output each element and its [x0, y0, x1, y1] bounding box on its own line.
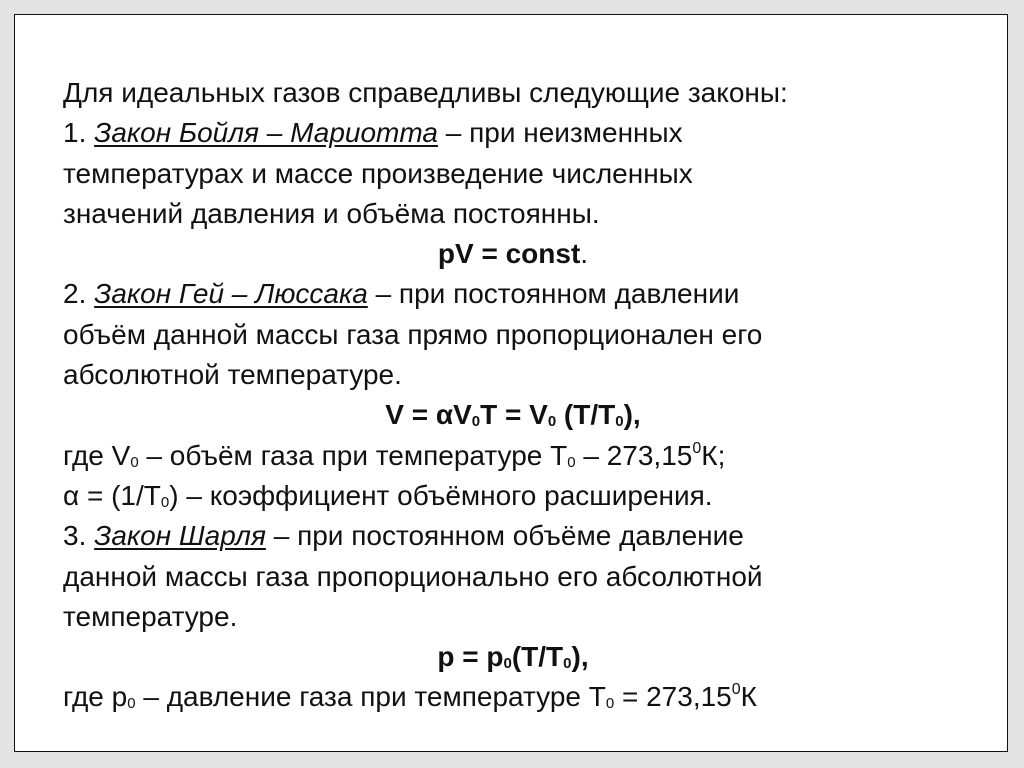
law1-name: Закон Бойля – Мариотта: [94, 117, 438, 149]
law3-formula-sub2: 0: [563, 655, 572, 673]
law3-where-part4: К: [740, 681, 757, 713]
law3-formula-part1: p = p: [437, 641, 504, 673]
law3-formula: [437, 641, 588, 672]
law3-where-part3: = 273,15: [614, 681, 732, 713]
law2-where2-part1: α = (1/T: [63, 479, 161, 511]
law2-formula-part3: (T/T: [556, 399, 616, 431]
law3-line3-text: температуре.: [63, 600, 238, 632]
law3-formula-part2: (T/T: [511, 641, 564, 673]
law2-formula-sub2: 0: [547, 413, 557, 431]
law2-where1-sub1: 0: [130, 453, 139, 471]
law2-where1-line: [63, 436, 963, 476]
law1-heading-line: [63, 113, 963, 153]
law2-where1-sub2: 0: [567, 453, 576, 471]
law1-formula: pV = const: [437, 238, 581, 270]
law2-line2-text: объём данной массы газа прямо пропорционален его: [63, 318, 763, 350]
law2-line2: [63, 315, 963, 355]
law2-where1-part4: К;: [701, 439, 726, 471]
law2-where2-line: [63, 476, 963, 516]
law1-line1-rest: – при неизменных: [445, 117, 683, 149]
law2-where2-sub1: 0: [160, 493, 170, 511]
law2-name: Закон Гей – Люссака: [94, 278, 368, 310]
law1-formula-end: .: [580, 238, 589, 270]
law2-where1-sup: 0: [692, 439, 702, 457]
slide-text: [63, 73, 963, 718]
law3-name: Закон Шарля: [94, 520, 266, 552]
law2-where1-part2: – объём газа при температуре T: [138, 439, 568, 471]
law3-number: 3.: [63, 520, 87, 552]
law3-formula-line: [63, 637, 963, 677]
law1-line3: [63, 194, 963, 234]
law3-line1-rest: – при постоянном объёме давление: [273, 520, 744, 552]
law2-formula-sub1: 0: [471, 413, 481, 431]
law3-formula-sub1: 0: [503, 655, 512, 673]
law3-where-sub1: 0: [127, 695, 136, 713]
law3-where-part1: где p: [63, 681, 128, 713]
law1-formula-line: [63, 234, 963, 274]
law1-number: 1.: [63, 117, 87, 149]
law2-formula-part1: V = αV: [385, 399, 472, 431]
law3-where-sub2: 0: [605, 695, 615, 713]
law3-where-sup: 0: [731, 681, 741, 699]
law3-line3: [63, 597, 963, 637]
law1-line2-text: температурах и массе произведение численных: [63, 157, 693, 189]
law2-line1-rest: – при постоянном давлении: [375, 278, 740, 310]
law2-where1-part1: где V: [63, 439, 131, 471]
law3-line2-text: данной массы газа пропорционально его абсолютной: [63, 560, 763, 592]
law3-where-line: [63, 677, 963, 717]
law2-line3-text: абсолютной температуре.: [63, 359, 402, 391]
law2-formula-part4: ),: [623, 399, 641, 431]
intro-text: Для идеальных газов справедливы следующие законы:: [63, 77, 788, 108]
law1-line3-text: значений давления и объёма постоянны.: [63, 197, 600, 229]
slide: [14, 14, 1008, 752]
law3-formula-part3: ),: [571, 641, 589, 673]
law2-line3: [63, 355, 963, 395]
law2-where2-part2: ) – коэффициент объёмного расширения.: [169, 479, 713, 511]
law2-formula-line: [63, 395, 963, 435]
law3-line2: [63, 557, 963, 597]
law2-formula: [385, 399, 640, 430]
intro-line: [63, 73, 963, 113]
law3-where-part2: – давление газа при температуре T: [135, 681, 606, 713]
law2-heading-line: [63, 274, 963, 314]
law3-heading-line: [63, 516, 963, 556]
law2-formula-sub3: 0: [615, 413, 624, 431]
law1-line2: [63, 154, 963, 194]
law2-number: 2.: [63, 278, 87, 310]
law2-formula-part2: T = V: [480, 399, 548, 431]
law2-where1-part3: – 273,15: [575, 439, 693, 471]
